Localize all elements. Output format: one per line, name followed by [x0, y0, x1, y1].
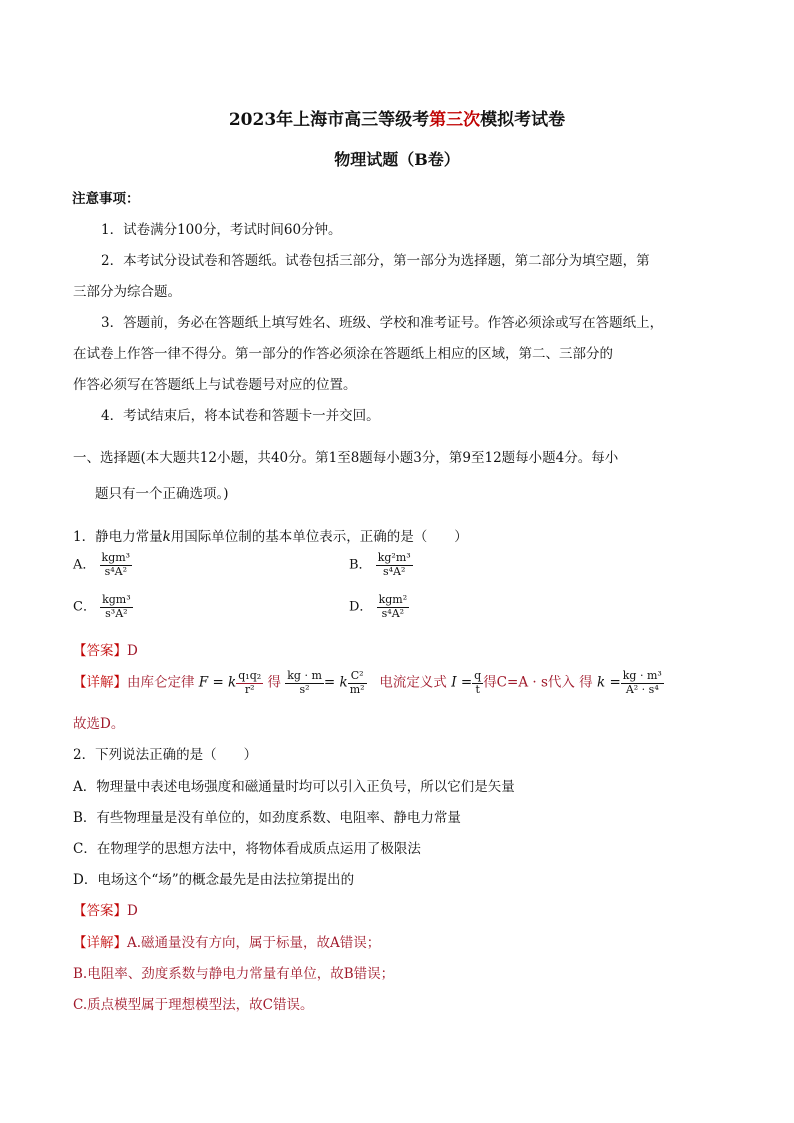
- q1-option-d: D． $\frac{\text{kgm²}}{\text{s⁴A²}}$: [349, 593, 408, 620]
- section-heading-cont: 题只有一个正确选项。): [95, 486, 229, 502]
- notice-item: 作答必须写在答题纸上与试卷题号对应的位置。: [73, 377, 357, 393]
- q2-option-a: A．物理量中表述电场强度和磁通量时均可以引入正负号，所以它们是矢量: [73, 779, 515, 795]
- notice-item: 3．答题前，务必在答题纸上填写姓名、班级、学校和准考证号。作答必须涂或写在答题纸上，: [101, 315, 664, 331]
- option-fraction: $\frac{\text{kg²m³}}{\text{s⁴A²}}$: [377, 551, 411, 578]
- page-subtitle: 物理试题（B卷）: [334, 150, 460, 169]
- q1-conclusion: 故选D。: [73, 716, 125, 732]
- notice-item: 4．考试结束后，将本试卷和答题卡一并交回。: [101, 408, 380, 424]
- q2-answer: 【答案】D: [73, 903, 138, 919]
- title-highlight: 第三次: [429, 110, 481, 130]
- notice-item: 在试卷上作答一律不得分。第一部分的作答必须涂在答题纸上相应的区域，第二、三部分的: [73, 346, 613, 362]
- notice-heading: 注意事项：: [72, 191, 140, 207]
- q2-option-d: D．电场这个“场”的概念最先是由法拉第提出的: [73, 872, 355, 888]
- section-heading: 一、选择题(本大题共12小题，共40分。第1至8题每小题3分，第9至12题每小题4分。每小: [73, 450, 619, 466]
- q2-option-b: B．有些物理量是没有单位的，如劲度系数、电阻率、静电力常量: [73, 810, 461, 826]
- q1-answer: 【答案】D: [73, 643, 138, 659]
- q2-detail-b: B.电阻率、劲度系数与静电力常量有单位，故B错误；: [73, 966, 395, 982]
- q2-detail-c: C.质点模型属于理想模型法，故C错误。: [73, 997, 314, 1013]
- q2-option-c: C．在物理学的思想方法中，将物体看成质点运用了极限法: [73, 841, 421, 857]
- question-2-stem: 2．下列说法正确的是（ ）: [73, 747, 258, 763]
- q2-detail-a: 【详解】A.磁通量没有方向，属于标量，故A错误；: [73, 935, 381, 951]
- notice-item: 2．本考试分设试卷和答题纸。试卷包括三部分，第一部分为选择题，第二部分为填空题，第: [101, 253, 650, 269]
- option-fraction: $\frac{\text{kgm³}}{\text{s⁴A²}}$: [101, 551, 131, 578]
- option-fraction: $\frac{\text{kgm³}}{\text{s³A²}}$: [102, 593, 131, 620]
- q1-option-b: B． $\frac{\text{kg²m³}}{\text{s⁴A²}}$: [349, 551, 411, 578]
- option-fraction: $\frac{\text{kgm²}}{\text{s⁴A²}}$: [378, 593, 408, 620]
- question-1-stem: 1．静电力常量k用国际单位制的基本单位表示，正确的是（ ）: [73, 529, 468, 545]
- notice-item: 三部分为综合题。: [73, 284, 181, 300]
- notice-item: 1．试卷满分100分，考试时间60分钟。: [101, 222, 342, 238]
- q1-option-c: C． $\frac{\text{kgm³}}{\text{s³A²}}$: [73, 593, 131, 620]
- q1-detail: 【详解】由库仑定律 F = k $\frac{\text{q₁q₂}}{\text{r²}}$ 得 $\frac{kg \cdot m}{\text{s²}}$ = k $\frac{\text{C²}}{\text{m²}}$ 电流定义式 I = $\frac{q}{t}$ 得C=A · s代入 得 k = $\frac{\text{kg · m³}}{\text{A² · s⁴}}$: [73, 669, 662, 696]
- q1-option-a: A． $\frac{\text{kgm³}}{\text{s⁴A²}}$: [73, 551, 131, 578]
- page-title: 2023年上海市高三等级考第三次模拟考试卷: [228, 110, 566, 130]
